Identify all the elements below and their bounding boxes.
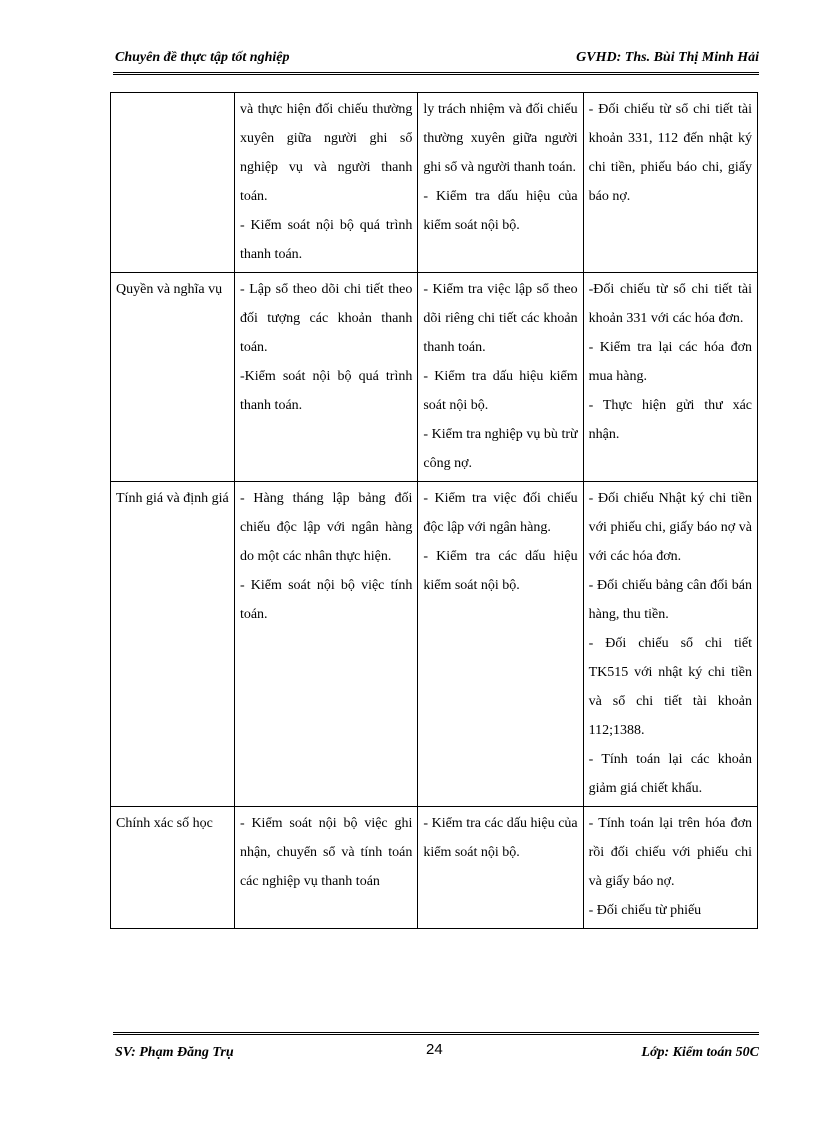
cell-paragraph: - Đối chiếu bảng cân đối bán hàng, thu tiền. xyxy=(588,578,752,622)
cell-paragraph: - Lập sổ theo dõi chi tiết theo đối tượng các khoản thanh toán. xyxy=(239,282,413,355)
cell-paragraph: - Kiểm tra dấu hiệu kiểm soát nội bộ. xyxy=(423,369,578,413)
cell-paragraph: - Kiểm tra dấu hiệu của kiểm soát nội bộ. xyxy=(423,189,578,233)
header-title: Chuyên đề thực tập tốt nghiệp xyxy=(115,50,290,65)
cell-paragraph: - Tính toán lại các khoản giảm giá chiết khấu. xyxy=(588,752,752,796)
cell-paragraph: và thực hiện đối chiếu thường xuyên giữa người ghi sổ nghiệp vụ và người thanh toán. xyxy=(239,102,413,204)
cell-paragraph: - Thực hiện gửi thư xác nhận. xyxy=(588,398,752,442)
cell-paragraph: - Kiểm soát nội bộ quá trình thanh toán. xyxy=(239,218,413,262)
cell-paragraph: - Đối chiếu Nhật ký chi tiền với phiếu chi, giấy báo nợ và với các hóa đơn. xyxy=(588,491,752,564)
cell-paragraph: Quyền và nghĩa vụ xyxy=(116,282,223,297)
cell-paragraph: - Hàng tháng lập bảng đối chiếu độc lập với ngân hàng do một các nhân thực hiện. xyxy=(239,491,413,564)
cell-paragraph: Chính xác số học xyxy=(116,816,213,831)
table-cell xyxy=(111,807,235,929)
table-cell xyxy=(583,482,757,807)
page-footer xyxy=(113,1032,759,1065)
table-cell xyxy=(111,93,235,273)
table-cell xyxy=(234,482,417,807)
footer-student: SV: Phạm Đăng Trụ xyxy=(115,1045,234,1060)
table-body xyxy=(111,93,758,929)
table-cell xyxy=(583,273,757,482)
header-supervisor: GVHD: Ths. Bùi Thị Minh Hải xyxy=(576,50,759,65)
table-cell xyxy=(418,93,583,273)
table-row xyxy=(111,273,758,482)
cell-paragraph: ly trách nhiệm và đối chiếu thường xuyên giữa người ghi sổ và người thanh toán. xyxy=(423,102,578,175)
cell-paragraph: - Kiểm tra việc đối chiếu độc lập với ngân hàng. xyxy=(423,491,578,535)
cell-paragraph: -Đối chiếu từ sổ chi tiết tài khoản 331 với các hóa đơn. xyxy=(588,282,752,326)
cell-paragraph: - Đối chiếu từ phiếu xyxy=(588,903,702,918)
table-cell xyxy=(234,273,417,482)
footer-class: Lớp: Kiểm toán 50C xyxy=(641,1045,759,1060)
cell-paragraph: -Kiểm soát nội bộ quá trình thanh toán. xyxy=(239,369,413,413)
table-cell xyxy=(234,807,417,929)
table-cell xyxy=(111,273,235,482)
table-cell xyxy=(234,93,417,273)
cell-paragraph: - Kiểm soát nội bộ việc ghi nhận, chuyển sổ và tính toán các nghiệp vụ thanh toán xyxy=(239,816,413,889)
cell-paragraph: - Kiểm soát nội bộ việc tính toán. xyxy=(239,578,413,622)
table-cell xyxy=(418,807,583,929)
cell-paragraph: - Đối chiếu từ sổ chi tiết tài khoản 331, 112 đến nhật ký chi tiền, phiếu báo chi, giấy báo nợ. xyxy=(588,102,752,204)
page-number: 24 xyxy=(426,1041,443,1058)
cell-paragraph: - Kiểm tra các dấu hiệu của kiểm soát nội bộ. xyxy=(423,816,578,860)
cell-paragraph: - Kiểm tra lại các hóa đơn mua hàng. xyxy=(588,340,752,384)
cell-paragraph: Tính giá và định giá xyxy=(116,491,229,506)
cell-paragraph: - Kiểm tra việc lập sổ theo dõi riêng chi tiết các khoản thanh toán. xyxy=(423,282,578,355)
cell-paragraph: - Đối chiếu sổ chi tiết TK515 với nhật ký chi tiền và sổ chi tiết tài khoản 112;1388. xyxy=(588,636,752,738)
table-row xyxy=(111,482,758,807)
table-row xyxy=(111,93,758,273)
table-cell xyxy=(418,482,583,807)
table-cell xyxy=(418,273,583,482)
page-header xyxy=(113,48,759,75)
table-cell xyxy=(583,807,757,929)
cell-paragraph: - Kiểm tra các dấu hiệu kiểm soát nội bộ. xyxy=(423,549,578,593)
cell-paragraph: - Kiểm tra nghiệp vụ bù trừ công nợ. xyxy=(423,427,578,471)
table-row xyxy=(111,807,758,929)
cell-paragraph: - Tính toán lại trên hóa đơn rồi đối chiếu với phiếu chi và giấy báo nợ. xyxy=(588,816,752,889)
table-cell xyxy=(583,93,757,273)
audit-procedures-table xyxy=(110,92,758,929)
table-cell xyxy=(111,482,235,807)
